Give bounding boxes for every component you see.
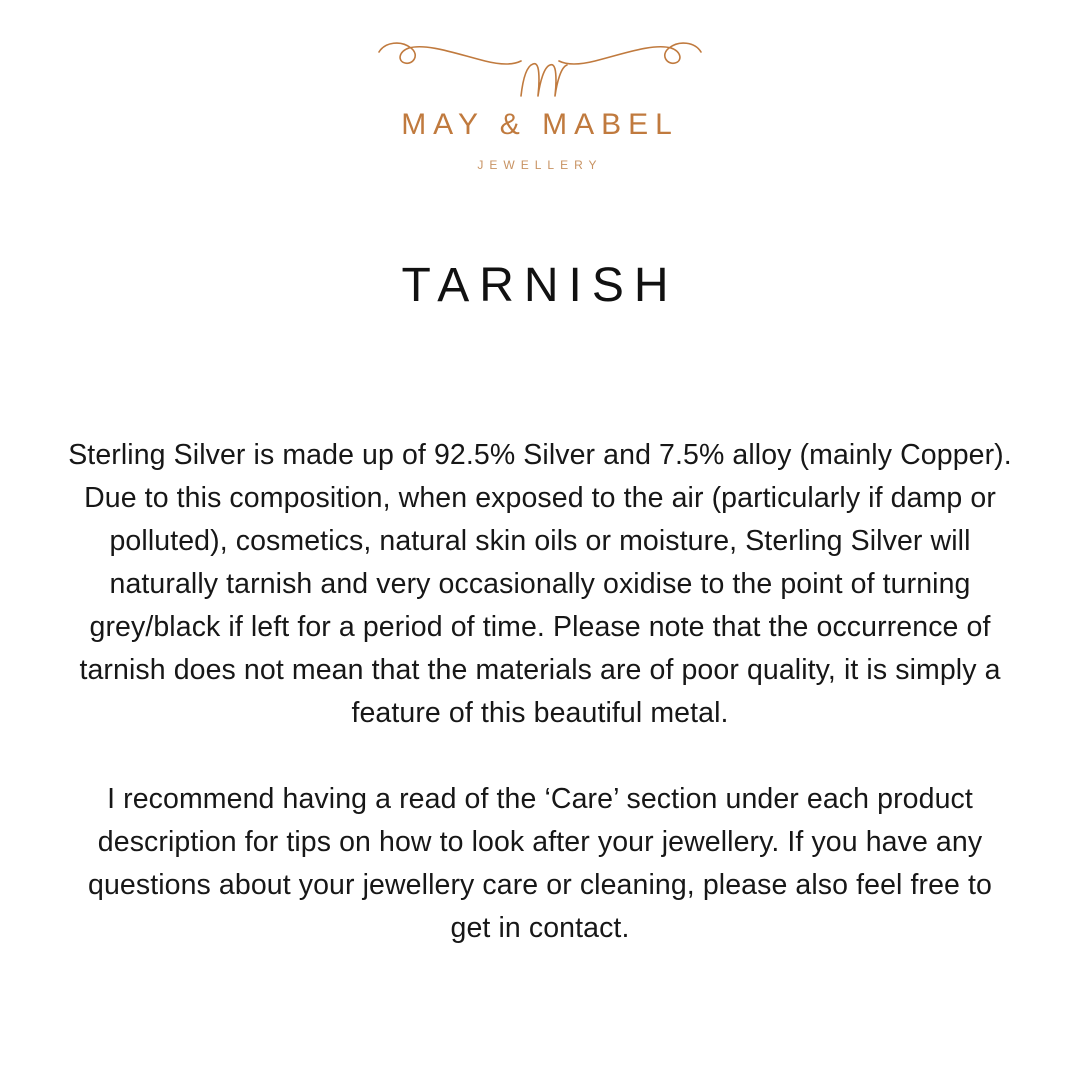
brand-logo (375, 34, 705, 172)
brand-tagline: JEWELLERY (477, 158, 603, 172)
paragraph-2: I recommend having a read of the ‘Care’ section under each product description for tips on how to look after your jewellery. If you have any questions about your jewellery care or cleaning, please also feel free to get in contact. (88, 783, 992, 945)
paragraph-1: Sterling Silver is made up of 92.5% Silver and 7.5% alloy (mainly Copper). Due to this composition, when exposed to the air (particularly if damp or polluted), cosmetics, natural skin oils or moisture, Sterling Silver will naturally tarnish and very occasionally oxidise to the point of turning grey/black if left for a period of time. Please note that the occurrence of tarnish does not mean that the materials are of poor quality, it is simply a feature of this beautiful metal. (68, 439, 1012, 730)
brand-name: MAY & MABEL (401, 108, 679, 141)
body-copy (68, 434, 1013, 950)
page-title: TARNISH (401, 259, 679, 312)
script-flourish-m-monogram-icon (375, 34, 705, 112)
